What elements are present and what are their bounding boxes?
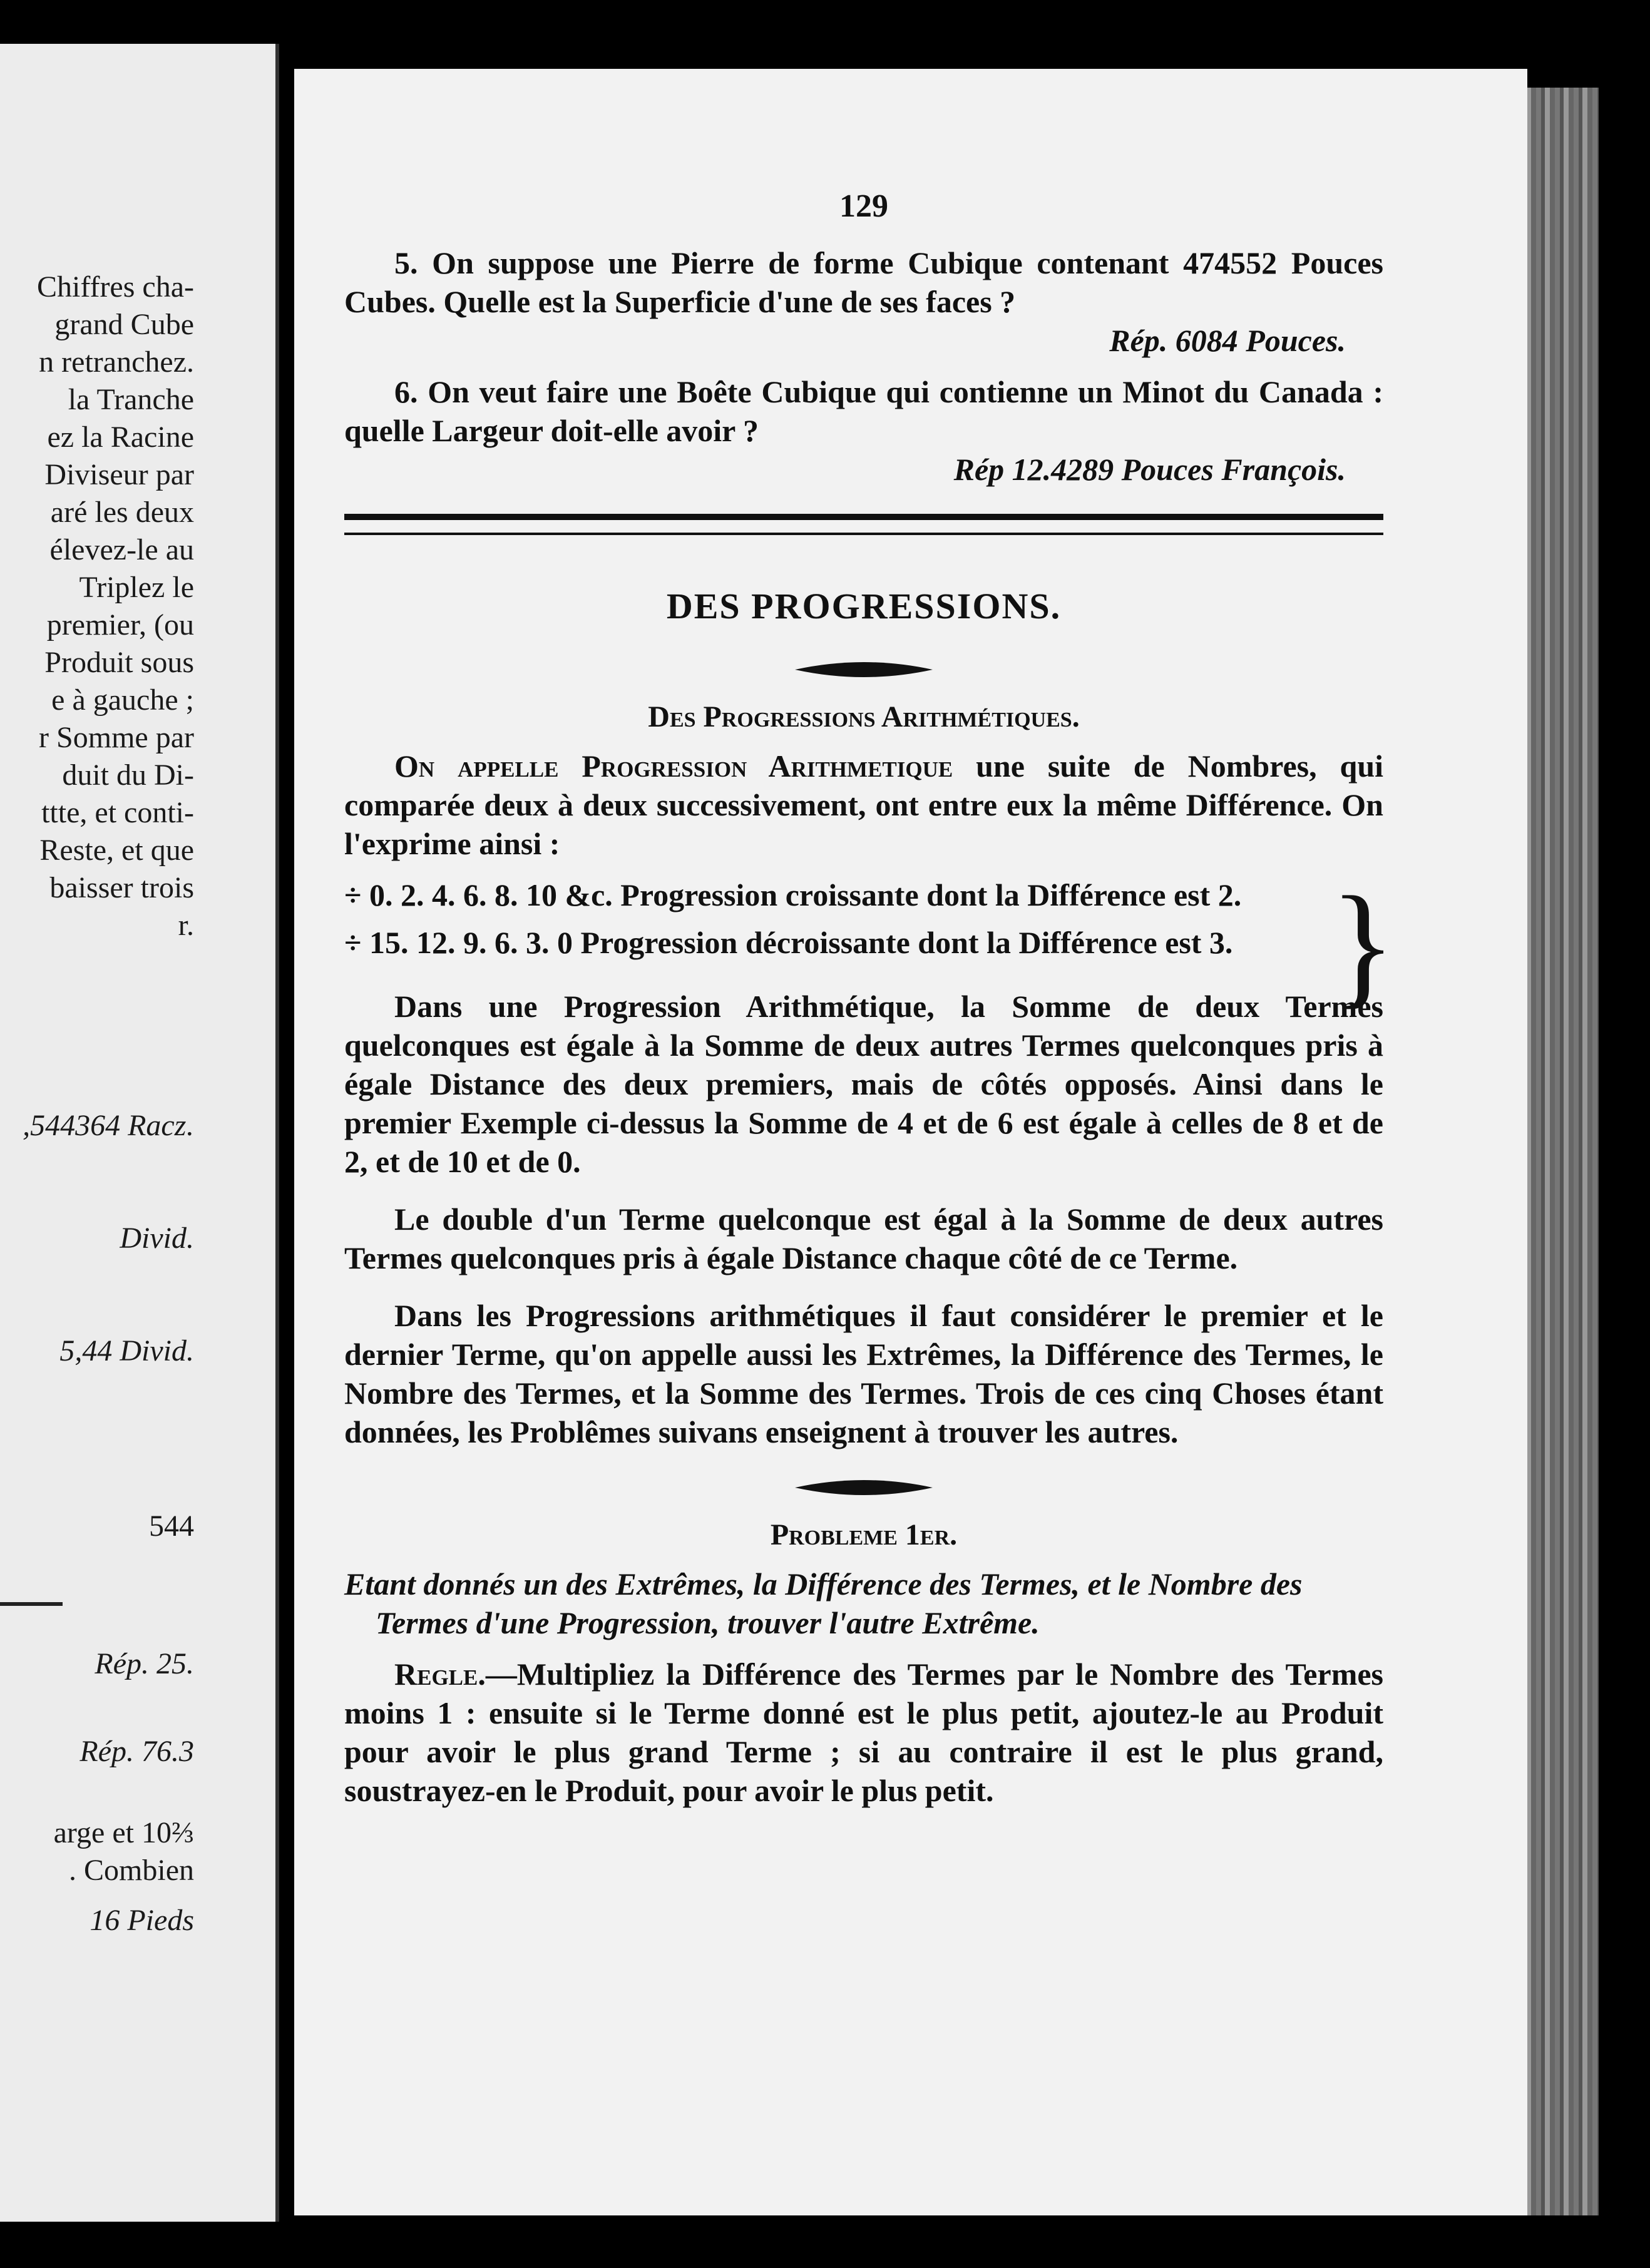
rule-label: Regle. xyxy=(394,1657,486,1692)
progression-example-2: ÷ 15. 12. 9. 6. 3. 0 Progression décroissante dont la Différence est 3. xyxy=(344,925,1233,960)
left-page-text-fragment: aré les deux xyxy=(50,496,194,529)
subsection-title: Des Progressions Arithmétiques. xyxy=(648,700,1080,733)
left-page-text-fragment: duit du Di- xyxy=(62,759,194,792)
problem-5-text: 5. On suppose une Pierre de forme Cubique contenant 474552 Pouces Cubes. Quelle est la Superficie d'une de ses faces ? xyxy=(344,245,1383,319)
left-page-text-fragment: 5,44 Divid. xyxy=(59,1334,194,1367)
rule-text: —Multipliez la Différence des Termes par le Nombre des Termes moins 1 : ensuite si le Terme donné est le plus petit, ajoutez-le au Produit pour avoir le plus grand Terme ; si au contraire il est le plus grand, soustrayez-en le Produit, pour avoir le plus petit. xyxy=(344,1657,1383,1808)
paragraph-1: Dans une Progression Arithmétique, la Somme de deux Termes quelconques est égale à la Somme de deux autres Termes quelconques pris à égale Distance des deux premiers, mais de côtés opposés. Ainsi dans le premier Exemple ci-dessus la Somme de 4 et de 6 est égale à celles de 8 et de 2, et de 10 et de 0. xyxy=(344,989,1383,1179)
progression-examples xyxy=(344,868,1396,1021)
right-page xyxy=(294,69,1527,2215)
left-page-text-fragment: la Tranche xyxy=(68,383,194,416)
problem-6-answer: Rép 12.4289 Pouces François. xyxy=(953,452,1346,487)
left-page-text-fragment: grand Cube xyxy=(54,308,194,341)
intro-paragraph xyxy=(344,747,1383,863)
problem-5-answer: Rép. 6084 Pouces. xyxy=(1109,323,1346,358)
left-page-fragment xyxy=(0,44,279,2222)
left-page-text-fragment: ez la Racine xyxy=(47,421,194,454)
section-title: DES PROGRESSIONS. xyxy=(666,586,1062,626)
left-page-rule xyxy=(0,1602,63,1606)
intro-term: appelle Progression Arithmetique xyxy=(458,748,953,784)
problem-title: Probleme 1er. xyxy=(770,1518,958,1551)
left-page-text-fragment: élevez-le au xyxy=(49,533,194,566)
left-page-text-fragment: Diviseur par xyxy=(44,458,194,491)
left-page-text-fragment: n retranchez. xyxy=(39,345,194,379)
left-page-text-fragment: Chiffres cha- xyxy=(36,270,194,304)
ornament-divider-icon xyxy=(795,658,933,681)
left-page-text-fragment: premier, (ou xyxy=(46,608,194,641)
left-page-text-fragment: 544 xyxy=(149,1509,194,1543)
brace-icon: } xyxy=(1330,868,1396,1021)
progression-example-1: ÷ 0. 2. 4. 6. 8. 10 &c. Progression croissante dont la Différence est 2. xyxy=(344,877,1242,912)
left-page-text-fragment: Produit sous xyxy=(44,646,194,679)
intro-lead: On xyxy=(394,748,435,784)
left-page-text-fragment: r. xyxy=(178,909,194,942)
page-content xyxy=(344,188,1396,1810)
left-page-text-fragment: ttte, et conti- xyxy=(41,796,194,829)
left-page-text-fragment: e à gauche ; xyxy=(51,683,194,717)
left-page-text-fragment: baisser trois xyxy=(49,871,194,904)
problem-statement: Etant donnés un des Extrêmes, la Différence des Termes, et le Nombre des Termes d'une Progression, trouver l'autre Extrême. xyxy=(344,1566,1303,1640)
left-page-text-fragment: Triplez le xyxy=(79,571,194,604)
left-page-text-fragment: Divid. xyxy=(120,1222,194,1255)
left-page-text-fragment: Rép. 25. xyxy=(95,1647,194,1680)
left-page-text-fragment: Rép. 76.3 xyxy=(79,1735,194,1768)
rule-paragraph xyxy=(344,1655,1383,1810)
left-page-text-fragment: ,544364 Racᴢ. xyxy=(23,1109,194,1142)
problem-6-text: 6. On veut faire une Boête Cubique qui contienne un Minot du Canada : quelle Largeur doit-elle avoir ? xyxy=(344,374,1383,448)
intro-rest: une suite de Nombres, qui comparée deux à deux successivement, ont entre eux la même Différence. On l'exprime ainsi : xyxy=(344,748,1384,861)
section-divider xyxy=(344,514,1383,535)
left-page-text-fragment: r Somme par xyxy=(39,721,194,754)
paragraph-3: Dans les Progressions arithmétiques il faut considérer le premier et le dernier Terme, qu'on appelle aussi les Extrêmes, la Différence des Termes, le Nombre des Termes, et la Somme des Termes. Trois de ces cinq Choses étant données, les Problêmes suivans enseignent à trouver les autres. xyxy=(344,1298,1383,1449)
left-page-text-fragment: Reste, et que xyxy=(39,834,194,867)
left-page-text-fragment: 16 Pieds xyxy=(90,1904,194,1937)
page-number: 129 xyxy=(839,188,888,224)
left-page-text-fragment: . Combien xyxy=(69,1854,194,1887)
left-page-text-fragment: arge et 10⅔ xyxy=(53,1816,194,1849)
ornament-divider-icon xyxy=(795,1476,933,1499)
paragraph-2: Le double d'un Terme quelconque est égal à la Somme de deux autres Termes quelconques pris à égale Distance chaque côté de ce Terme. xyxy=(344,1202,1383,1275)
